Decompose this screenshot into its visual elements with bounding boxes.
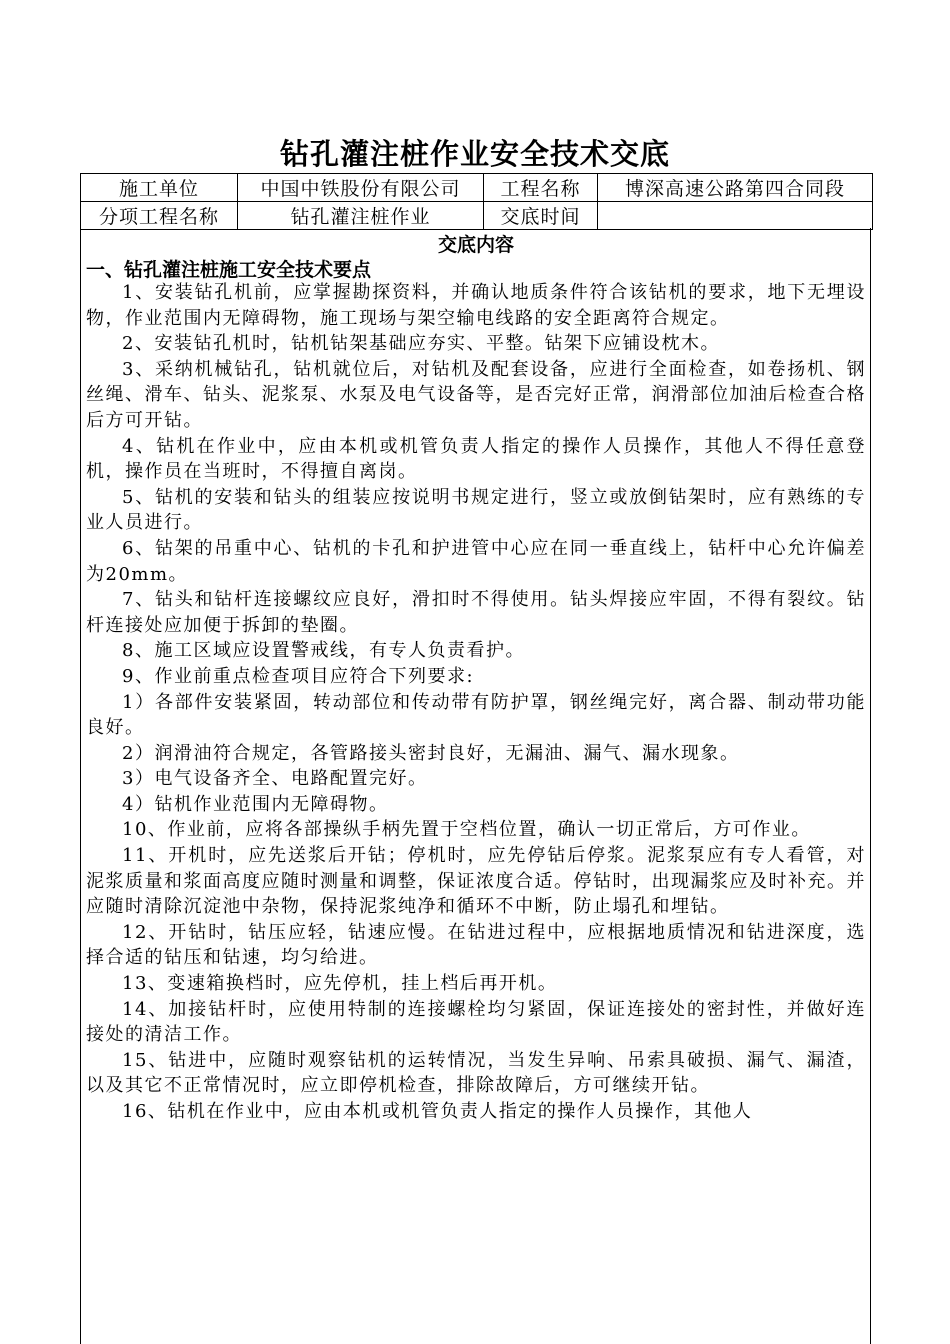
info-table xyxy=(80,173,873,230)
paragraph: 4）钻机作业范围内无障碍物。 xyxy=(122,793,389,815)
paragraph: 3、采纳机械钻孔，钻机就位后，对钻机及配套设备，应进行全面检查，如卷扬机、钢丝绳、滑车、钻头、泥浆泵、水泵及电气设备等，是否完好正常，润滑部位加油后检查合格后方可开钻。 xyxy=(86,358,866,431)
paragraph: 7、钻头和钻杆连接螺纹应良好，滑扣时不得使用。钻头焊接应牢固，不得有裂纹。钻杆连接处应加便于拆卸的垫圈。 xyxy=(86,589,866,636)
paragraph: 8、施工区域应设置警戒线，有专人负责看护。 xyxy=(122,640,525,662)
content-heading: 交底内容 xyxy=(437,234,514,256)
value-briefing-time xyxy=(598,202,873,230)
table-row xyxy=(81,174,873,202)
paragraph: 16、钻机在作业中，应由本机或机管负责人指定的操作人员操作，其他人 xyxy=(122,1101,753,1122)
label-briefing-time: 交底时间 xyxy=(484,202,598,230)
paragraph: 4、钻机在作业中，应由本机或机管负责人指定的操作人员操作，其他人不得任意登机，操作员在当班时，不得擅自离岗。 xyxy=(86,435,866,483)
paragraph: 15、钻进中，应随时观察钻机的运转情况，当发生异响、吊索具破损、漏气、漏渣，以及其它不正常情况时，应立即停机检查，排除故障后，方可继续开钻。 xyxy=(86,1049,866,1097)
paragraph: 9、作业前重点检查项目应符合下列要求: xyxy=(122,665,475,687)
paragraph: 5、钻机的安装和钻头的组装应按说明书规定进行，竖立或放倒钻架时，应有熟练的专业人员进行。 xyxy=(86,486,866,534)
paragraph: 1、安装钻孔机前，应掌握勘探资料，并确认地质条件符合该钻机的要求，地下无埋设物，作业范围内无障碍物，施工现场与架空输电线路的安全距离符合规定。 xyxy=(86,282,866,329)
paragraph: 2、安装钻孔机时，钻机钻架基础应夯实、平整。钻架下应铺设枕木。 xyxy=(122,333,720,355)
content-body xyxy=(86,280,866,1125)
value-construction-unit: 中国中铁股份有限公司 xyxy=(238,174,484,202)
value-subproject-name: 钻孔灌注桩作业 xyxy=(238,202,484,230)
paragraph: 3）电气设备齐全、电路配置完好。 xyxy=(122,768,428,790)
paragraph: 11、开机时，应先送浆后开钻；停机时，应先停钻后停浆。泥浆泵应有专人看管，对泥浆质量和浆面高度应随时测量和调整，保证浓度合适。停钻时，出现漏浆应及时补充。并应随时清除沉淀池中杂物，保持泥浆纯净和循环不中断，防止塌孔和埋钻。 xyxy=(86,845,866,918)
paragraph: 6、钻架的吊重中心、钻机的卡孔和护进管中心应在同一垂直线上，钻杆中心允许偏差为20mm。 xyxy=(86,537,866,585)
paragraph: 13、变速箱换档时，应先停机，挂上档后再开机。 xyxy=(122,973,558,995)
label-project-name: 工程名称 xyxy=(484,174,598,202)
value-project-name: 博深高速公路第四合同段 xyxy=(598,174,873,202)
table-row xyxy=(81,202,873,230)
paragraph: 12、开钻时，钻压应轻，钻速应慢。在钻进过程中，应根据地质情况和钻进深度，选择合适的钻压和钻速，均匀给进。 xyxy=(86,921,866,969)
page-title: 钻孔灌注桩作业安全技术交底 xyxy=(279,137,670,171)
label-subproject-name: 分项工程名称 xyxy=(81,202,238,230)
paragraph: 1）各部件安装紧固，转动部位和传动带有防护罩，钢丝绳完好，离合器、制动带功能良好。 xyxy=(86,691,866,739)
paragraph: 10、作业前，应将各部操纵手柄先置于空档位置，确认一切正常后，方可作业。 xyxy=(122,819,811,841)
section-title: 一、钻孔灌注桩施工安全技术要点 xyxy=(86,259,372,281)
label-construction-unit: 施工单位 xyxy=(81,174,238,202)
paragraph: 14、加接钻杆时，应使用特制的连接螺栓均匀紧固，保证连接处的密封性，并做好连接处的清洁工作。 xyxy=(86,998,866,1046)
paragraph: 2）润滑油符合规定，各管路接头密封良好，无漏油、漏气、漏水现象。 xyxy=(122,742,740,764)
